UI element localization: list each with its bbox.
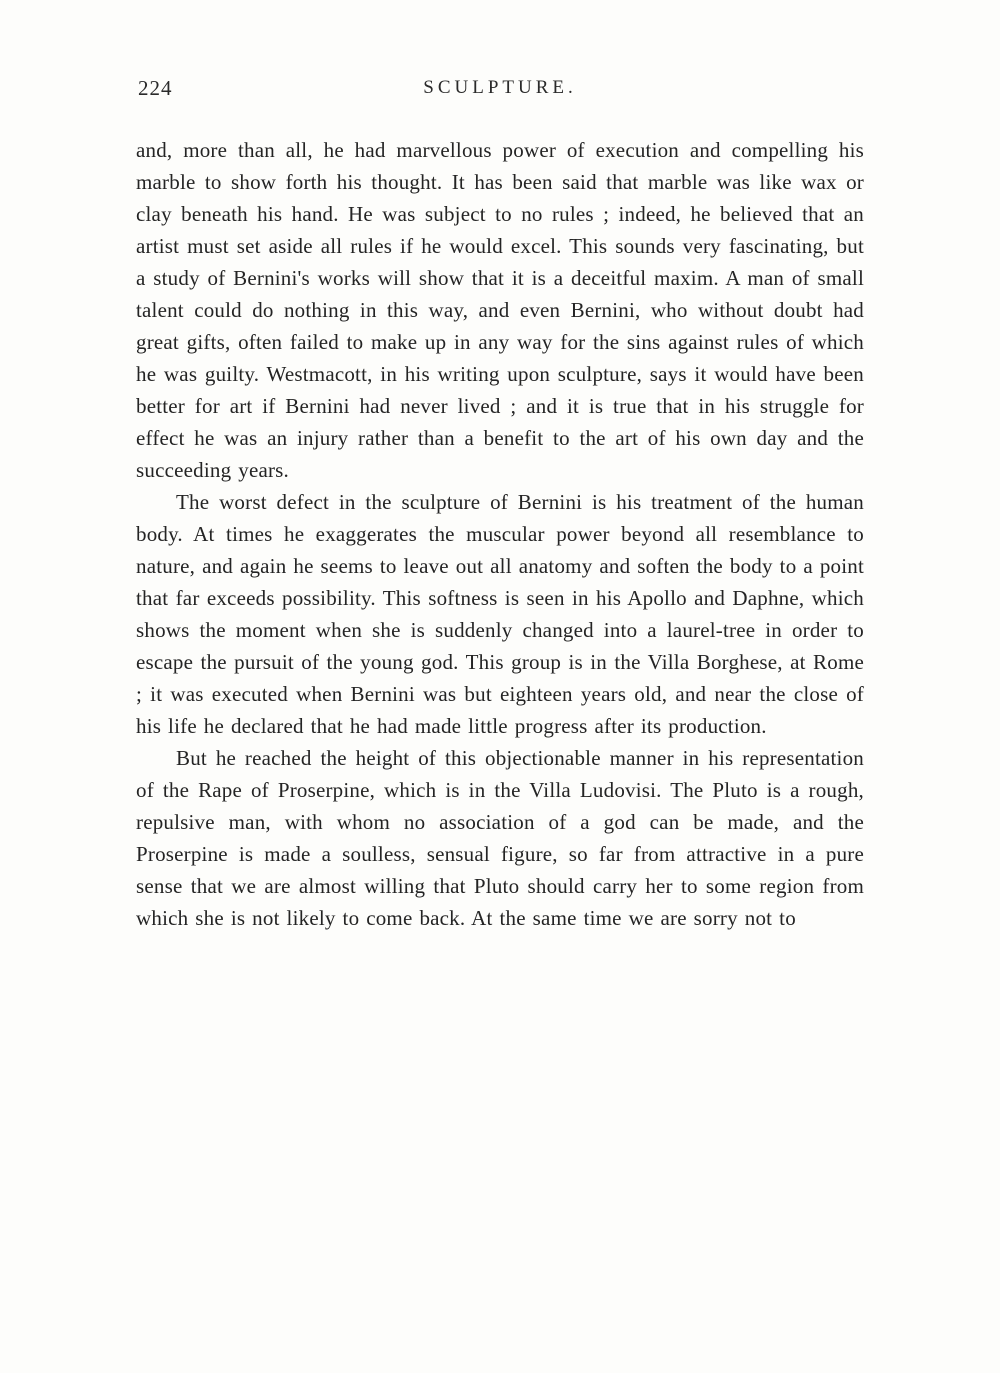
- text-column: [136, 70, 864, 934]
- paragraph: The worst defect in the sculpture of Bernini is his treatment of the human body. At times he exaggerates the muscular power beyond all resemblance to nature, and again he seems to leave out all anatomy and soften the body to a point that far exceeds possibility. This softness is seen in his Apollo and Daphne, which shows the moment when she is suddenly changed into a laurel-tree in order to escape the pursuit of the young god. This group is in the Villa Borghese, at Rome ; it was executed when Bernini was but eighteen years old, and near the close of his life he declared that he had made little progress after its production.: [136, 490, 864, 738]
- paragraph: But he reached the height of this objectionable manner in his representation of the Rape of Proserpine, which is in the Villa Ludovisi. The Pluto is a rough, repulsive man, with whom no association of a god can be made, and the Proserpine is made a soulless, sensual figure, so far from attractive in a pure sense that we are almost willing that Pluto should carry her to some region from which she is not likely to come back. At the same time we are sorry not to: [136, 746, 864, 930]
- page-header: [136, 70, 864, 134]
- running-title: SCULPTURE.: [423, 77, 577, 98]
- paragraph: and, more than all, he had marvellous power of execution and compelling his marble to show forth his thought. It has been said that marble was like wax or clay beneath his hand. He was subject to no rules ; indeed, he believed that an artist must set aside all rules if he would excel. This sounds very fascinating, but a study of Bernini's works will show that it is a deceitful maxim. A man of small talent could do nothing in this way, and even Bernini, who without doubt had great gifts, often failed to make up in any way for the sins against rules of which he was guilty. Westmacott, in his writing upon sculpture, says it would have been better for art if Bernini had never lived ; and it is true that in his struggle for effect he was an injury rather than a benefit to the art of his own day and the succeeding years.: [136, 138, 864, 482]
- page-number: 224: [138, 76, 173, 100]
- body-text: [136, 134, 864, 934]
